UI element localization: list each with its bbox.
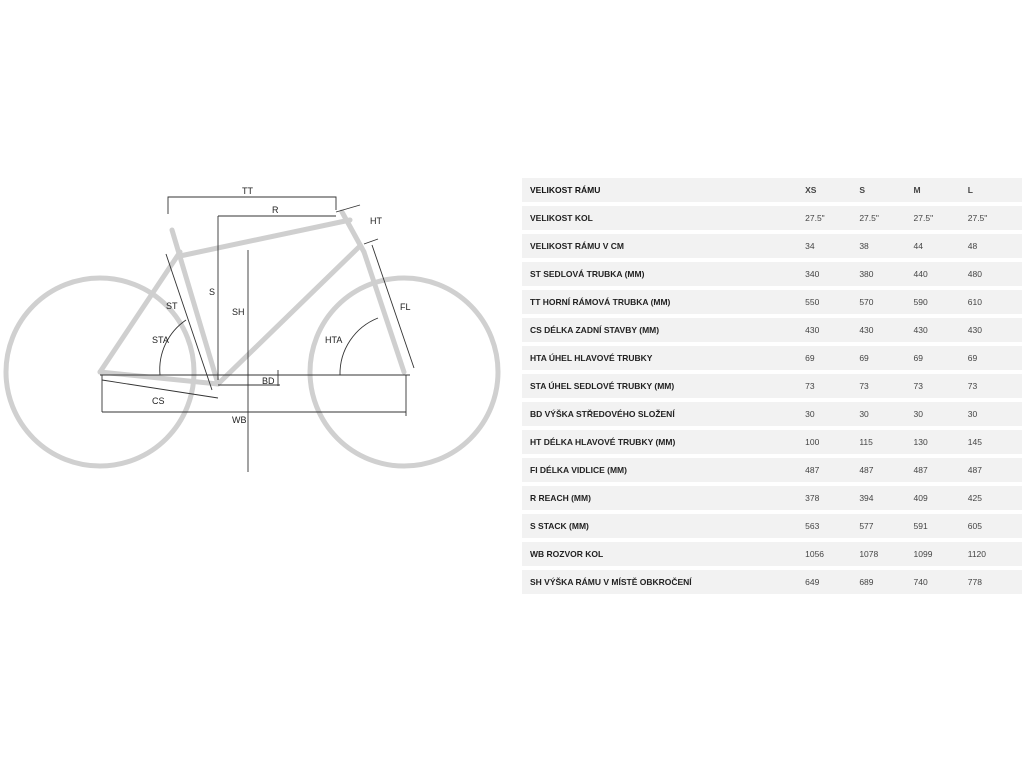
row-label: R REACH (MM) [522, 486, 805, 510]
row-label: HTA ÚHEL HLAVOVÉ TRUBKY [522, 346, 805, 370]
row-label: CS DÉLKA ZADNÍ STAVBY (MM) [522, 318, 805, 342]
table-row [522, 346, 1022, 370]
frame [100, 212, 404, 384]
row-value-xs: 69 [805, 346, 859, 370]
bike-geometry-svg [0, 160, 510, 490]
row-label: FI DÉLKA VIDLICE (MM) [522, 458, 805, 482]
row-value-s: 69 [859, 346, 913, 370]
row-value-xs: 1056 [805, 542, 859, 566]
row-value-m: 590 [914, 290, 968, 314]
row-value-m: 409 [914, 486, 968, 510]
label-cs: CS [152, 396, 165, 406]
row-value-xs: 550 [805, 290, 859, 314]
geometry-table [522, 174, 1022, 598]
row-value-s: 689 [859, 570, 913, 594]
row-value-m: 69 [914, 346, 968, 370]
row-value-xs: 430 [805, 318, 859, 342]
row-value-m: 591 [914, 514, 968, 538]
row-value-s: 487 [859, 458, 913, 482]
row-value-l: 69 [968, 346, 1022, 370]
row-value-s: 577 [859, 514, 913, 538]
row-value-xs: 30 [805, 402, 859, 426]
label-wb: WB [232, 415, 247, 425]
table-row [522, 542, 1022, 566]
row-value-l: 425 [968, 486, 1022, 510]
table-row [522, 374, 1022, 398]
row-value-s: 1078 [859, 542, 913, 566]
row-label: TT HORNÍ RÁMOVÁ TRUBKA (MM) [522, 290, 805, 314]
row-value-l: 605 [968, 514, 1022, 538]
row-value-s: 27.5" [859, 206, 913, 230]
table-row [522, 234, 1022, 258]
row-value-l: 430 [968, 318, 1022, 342]
head-tube [342, 212, 364, 252]
ht-dimension-bottom [364, 239, 378, 244]
table-row [522, 290, 1022, 314]
row-value-l: 145 [968, 430, 1022, 454]
table-header-row [522, 178, 1022, 202]
table-row [522, 262, 1022, 286]
row-value-m: 740 [914, 570, 968, 594]
st-dimension [166, 254, 212, 390]
row-value-xs: 563 [805, 514, 859, 538]
row-value-l: 610 [968, 290, 1022, 314]
row-label: STA ÚHEL SEDLOVÉ TRUBKY (MM) [522, 374, 805, 398]
row-value-xs: 73 [805, 374, 859, 398]
row-value-s: 30 [859, 402, 913, 426]
header-size-m: M [914, 178, 968, 202]
row-value-l: 480 [968, 262, 1022, 286]
header-size-l: L [968, 178, 1022, 202]
row-value-l: 73 [968, 374, 1022, 398]
row-value-l: 48 [968, 234, 1022, 258]
table-row [522, 514, 1022, 538]
header-size-s: S [859, 178, 913, 202]
row-value-m: 130 [914, 430, 968, 454]
tt-dimension [168, 197, 336, 214]
table-row [522, 402, 1022, 426]
table-body [522, 206, 1022, 594]
row-value-xs: 27.5" [805, 206, 859, 230]
table-row [522, 458, 1022, 482]
table-row [522, 206, 1022, 230]
table-row [522, 486, 1022, 510]
label-sta: STA [152, 335, 169, 345]
row-value-s: 430 [859, 318, 913, 342]
row-value-m: 27.5" [914, 206, 968, 230]
table-row [522, 570, 1022, 594]
row-label: VELIKOST KOL [522, 206, 805, 230]
ht-dimension-top [336, 205, 360, 212]
row-value-xs: 34 [805, 234, 859, 258]
header-size-xs: XS [805, 178, 859, 202]
top-tube [180, 220, 350, 256]
row-value-l: 1120 [968, 542, 1022, 566]
label-st: ST [166, 301, 178, 311]
bike-geometry-diagram [0, 160, 510, 490]
row-value-s: 38 [859, 234, 913, 258]
label-ht: HT [370, 216, 382, 226]
table-row [522, 430, 1022, 454]
hta-arc [340, 318, 378, 375]
label-r: R [272, 205, 279, 215]
row-value-xs: 378 [805, 486, 859, 510]
row-label: HT DÉLKA HLAVOVÉ TRUBKY (MM) [522, 430, 805, 454]
row-value-xs: 487 [805, 458, 859, 482]
row-label: S STACK (MM) [522, 514, 805, 538]
fork [364, 252, 404, 372]
row-value-s: 570 [859, 290, 913, 314]
row-value-xs: 649 [805, 570, 859, 594]
row-value-l: 30 [968, 402, 1022, 426]
header-frame-size: VELIKOST RÁMU [522, 178, 805, 202]
row-label: ST SEDLOVÁ TRUBKA (MM) [522, 262, 805, 286]
row-value-m: 30 [914, 402, 968, 426]
row-value-l: 778 [968, 570, 1022, 594]
row-value-m: 44 [914, 234, 968, 258]
label-fl: FL [400, 302, 411, 312]
label-hta: HTA [325, 335, 343, 345]
row-value-s: 380 [859, 262, 913, 286]
row-value-s: 394 [859, 486, 913, 510]
row-value-m: 73 [914, 374, 968, 398]
row-label: BD VÝŠKA STŘEDOVÉHO SLOŽENÍ [522, 402, 805, 426]
label-s: S [209, 287, 216, 297]
row-value-xs: 340 [805, 262, 859, 286]
label-bd: BD [262, 376, 275, 386]
table-row [522, 318, 1022, 342]
row-label: SH VÝŠKA RÁMU V MÍSTĚ OBKROČENÍ [522, 570, 805, 594]
row-label: WB ROZVOR KOL [522, 542, 805, 566]
row-value-l: 27.5" [968, 206, 1022, 230]
row-value-m: 487 [914, 458, 968, 482]
label-sh: SH [232, 307, 245, 317]
row-value-m: 430 [914, 318, 968, 342]
row-value-s: 115 [859, 430, 913, 454]
seatstay [100, 252, 180, 372]
label-tt: TT [242, 186, 253, 196]
row-value-xs: 100 [805, 430, 859, 454]
row-value-l: 487 [968, 458, 1022, 482]
row-value-m: 440 [914, 262, 968, 286]
row-label: VELIKOST RÁMU V CM [522, 234, 805, 258]
row-value-s: 73 [859, 374, 913, 398]
row-value-m: 1099 [914, 542, 968, 566]
